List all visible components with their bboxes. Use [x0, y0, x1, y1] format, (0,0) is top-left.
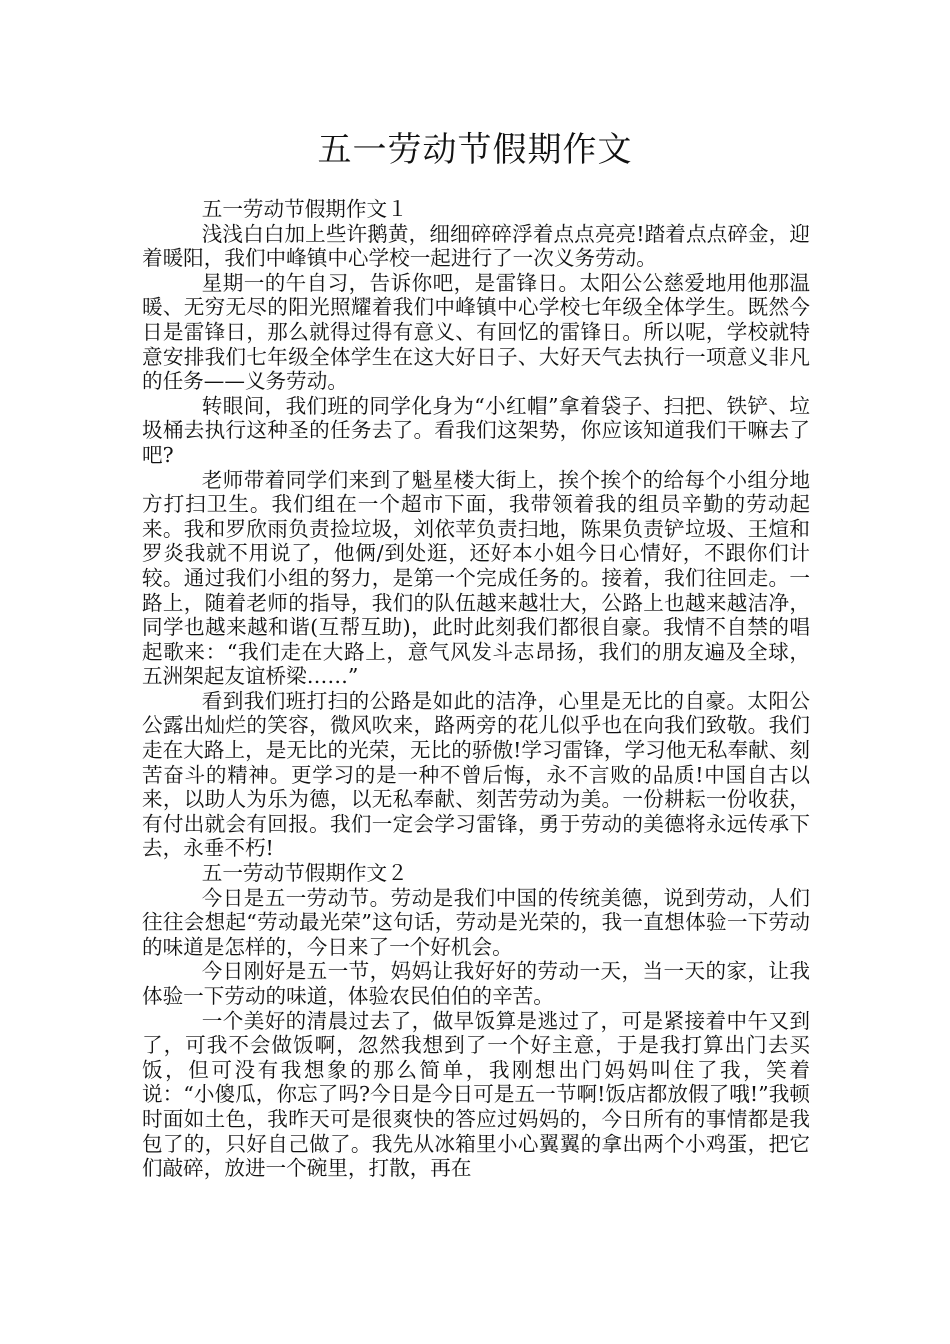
section-heading-1: 五一劳动节假期作文１ [201, 197, 408, 221]
paragraph: 浅浅白白加上些许鹅黄，细细碎碎浮着点点亮亮!踏着点点碎金，迎着暖阳，我们中峰镇中心学校一起进行了一次义务劳动。 [142, 221, 810, 271]
paragraph: 星期一的午自习，告诉你吧，是雷锋日。太阳公公慈爱地用他那温暖、无穷无尽的阳光照耀着我们中峰镇中心学校七年级全体学生。既然今日是雷锋日，那么就得过得有意义、有回忆的雷锋日。所以呢，学校就特意安排我们七年级全体学生在这大好日子、大好天气去执行一项意义非凡的任务——义务劳动。 [142, 270, 810, 394]
paragraph: 一个美好的清晨过去了，做早饭算是逃过了，可是紧接着中午又到了，可我不会做饭啊，忽然我想到了一个好主意，于是我打算出门去买饭，但可没有我想象的那么简单，我刚想出门妈妈叫住了我，笑着说：“小傻瓜，你忘了吗?今日是今日可是五一节啊!饭店都放假了哦!”我顿时面如土色，我昨天可是很爽快的答应过妈妈的，今日所有的事情都是我包了的，只好自己做了。我先从冰箱里小心翼翼的拿出两个小鸡蛋，把它们敲碎，放进一个碗里，打散，再在 [142, 1008, 810, 1181]
document-body [142, 197, 810, 1181]
document-title: 五一劳动节假期作文 [317, 130, 633, 170]
paragraph: 看到我们班打扫的公路是如此的洁净，心里是无比的自豪。太阳公公露出灿烂的笑容，微风吹来，路两旁的花儿似乎也在向我们致敬。我们走在大路上，是无比的光荣，无比的骄傲!学习雷锋，学习他无私奉献、刻苦奋斗的精神。更学习的是一种不曾后悔，永不言败的品质!中国自古以来，以助人为乐为德，以无私奉献、刻苦劳动为美。一份耕耘一份收获，有付出就会有回报。我们一定会学习雷锋，勇于劳动的美德将永远传承下去，永垂不朽! [142, 688, 810, 861]
paragraph: 转眼间，我们班的同学化身为“小红帽”拿着袋子、扫把、铁铲、垃圾桶去执行这种圣的任务去了。看我们这架势，你应该知道我们干嘛去了吧? [142, 393, 810, 467]
section-heading-2: 五一劳动节假期作文２ [201, 861, 408, 886]
paragraph: 今日刚好是五一节，妈妈让我好好的劳动一天，当一天的家，让我体验一下劳动的味道，体验农民伯伯的辛苦。 [142, 959, 810, 1008]
paragraph: 今日是五一劳动节。劳动是我们中国的传统美德，说到劳动，人们往往会想起“劳动最光荣”这句话，劳动是光荣的，我一直想体验一下劳动的味道是怎样的，今日来了一个好机会。 [142, 885, 810, 959]
paragraph: 老师带着同学们来到了魁星楼大街上，挨个挨个的给每个小组分地方打扫卫生。我们组在一个超市下面，我带领着我的组员辛勤的劳动起来。我和罗欣雨负责捡垃圾，刘依苹负责扫地，陈果负责铲垃圾、王煊和罗炎我就不用说了，他俩/到处逛，还好本小姐今日心情好，不跟你们计较。通过我们小组的努力，是第一个完成任务的。接着，我们往回走。一路上，随着老师的指导，我们的队伍越来越壮大，公路上也越来越洁净，同学也越来越和谐(互帮互助)，此时此刻我们都很自豪。我情不自禁的唱起歌来：“我们走在大路上，意气风发斗志昂扬，我们的朋友遍及全球，五洲架起友谊桥梁……” [142, 467, 810, 689]
